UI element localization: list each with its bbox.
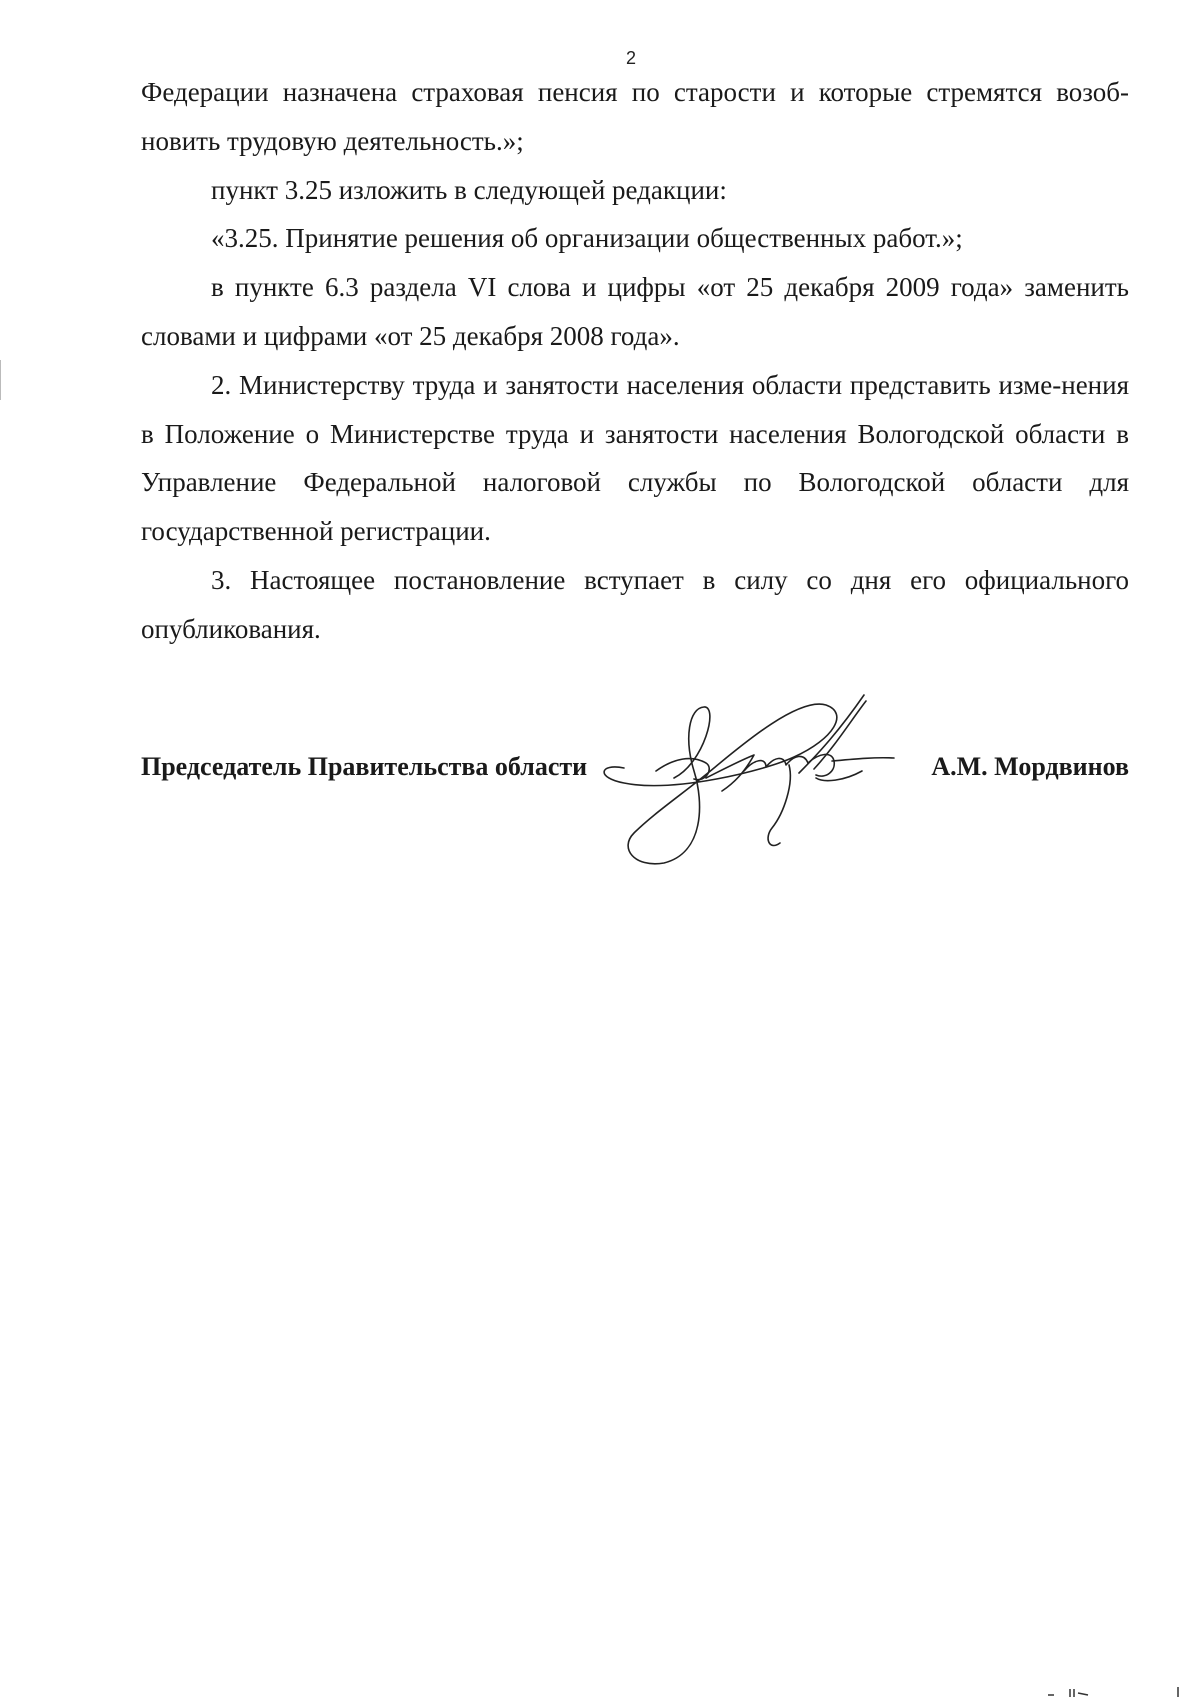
signatory-name: А.М. Мордвинов — [931, 752, 1129, 781]
paragraph-item-6-3: в пункте 6.3 раздела VI слова и цифры «от 25 декабря 2009 года» заменить словами и цифрами «от 25 декабря 2008 года». — [141, 272, 1129, 351]
paragraph-continuation: Федерации назначена страховая пенсия по старости и которые стремятся возоб-новить трудовую деятельность.»; — [141, 77, 1129, 156]
paragraph-item-3-25-text: «3.25. Принятие решения об организации общественных работ.»; — [211, 223, 963, 254]
paragraph-point-3: 3. Настоящее постановление вступает в силу со дня его официального опубликования. — [141, 564, 1129, 644]
paragraph-item-3-25-intro: пункт 3.25 изложить в следующей редакции: — [211, 174, 727, 205]
document-body — [141, 68, 1129, 654]
paragraph-point-2: 2. Министерству труда и занятости населения области представить изме-нения в Положение о Министерстве труда и занятости населения Вологодской области в Управление Федеральной налоговой службы по Вологодской области для государственной регистрации. — [141, 369, 1129, 547]
handwritten-signature — [594, 683, 944, 883]
signatory-title: Председатель Правительства области — [141, 752, 588, 781]
scan-edge-marks — [1040, 1683, 1190, 1697]
scan-margin-mark — [0, 360, 1, 400]
page-number: 2 — [625, 48, 636, 68]
